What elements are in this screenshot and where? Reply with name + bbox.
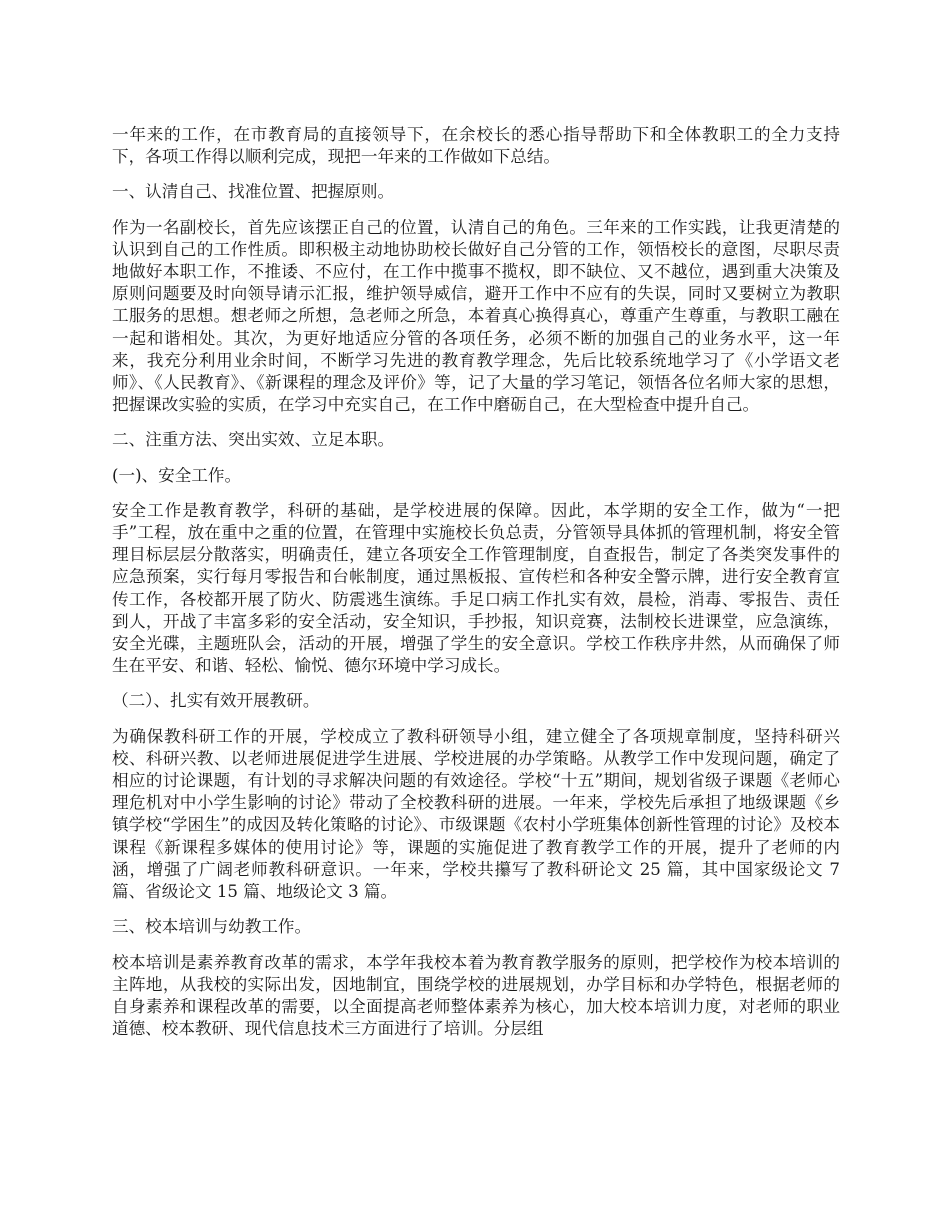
section-1-paragraph: 作为一名副校长，首先应该摆正自己的位置，认清自己的角色。三年来的工作实践，让我更清楚的认识到自己的工作性质。即积极主动地协助校长做好自己分管的工作，领悟校长的意图，尽职尽责地做好本职工作，不推诿、不应付，在工作中揽事不揽权，即不缺位、又不越位，遇到重大决策及原则问题要及时向领导请示汇报，维护领导威信，避开工作中不应有的失误，同时又要树立为教职工服务的思想。想老师之所想，急老师之所急，本着真心换得真心，尊重产生尊重，与教职工融在一起和谐相处。其次，为更好地适应分管的各项任务，必须不断的加强自己的业务水平，这一年来，我充分利用业余时间，不断学习先进的教育教学理念，先后比较系统地学习了《小学语文老师》、《人民教育》、《新课程的理念及评价》等，记了大量的学习笔记，领悟各位名师大家的思想，把握课改实验的实质，在学习中充实自己，在工作中磨砺自己，在大型检查中提升自己。 xyxy=(112,217,840,415)
research-paragraph: 为确保教科研工作的开展，学校成立了教科研领导小组，建立健全了各项规章制度，坚持科研兴校、科研兴教、以老师进展促进学生进展、学校进展的办学策略。从教学工作中发现问题，确定了相应的讨论课题，有计划的寻求解决问题的有效途径。学校“十五”期间，规划省级子课题《老师心理危机对中小学生影响的讨论》带动了全校教科研的进展。一年来，学校先后承担了地级课题《乡镇学校“学困生”的成因及转化策略的讨论》、市级课题《农村小学班集体创新性管理的讨论》及校本课程《新课程多媒体的使用讨论》等，课题的实施促进了教育教学工作的开展，提升了老师的内涵，增强了广阔老师教科研意识。一年来，学校共攥写了教科研论文 25 篇，其中国家级论文 7 篇、省级论文 15 篇、地级论文 3 篇。 xyxy=(112,726,840,902)
subsection-heading-research: （二）、扎实有效开展教研。 xyxy=(112,691,320,711)
section-heading-3: 三、校本培训与幼教工作。 xyxy=(112,917,312,937)
safety-paragraph: 安全工作是教育教学，科研的基础，是学校进展的保障。因此，本学期的安全工作，做为“一把手”工程，放在重中之重的位置，在管理中实施校长负总责，分管领导具体抓的管理机制，将安全管理目标层层分散落实，明确责任，建立各项安全工作管理制度，自查报告，制定了各类突发事件的应急预案，实行每月零报告和台帐制度，通过黑板报、宣传栏和各种安全警示牌，进行安全教育宣传工作，各校都开展了防火、防震逃生演练。手足口病工作扎实有效，晨检，消毒、零报告、责任到人，开战了丰富多彩的安全活动，安全知识，手抄报，知识竞赛，法制校长进课堂，应急演练，安全光碟，主题班队会，活动的开展，增强了学生的安全意识。学校工作秩序井然，从而确保了师生在平安、和谐、轻松、愉悦、德尔环境中学习成长。 xyxy=(112,500,840,676)
section-heading-1: 一、认清自己、找准位置、把握原则。 xyxy=(112,182,395,202)
section-heading-2: 二、注重方法、突出实效、立足本职。 xyxy=(112,430,395,450)
intro-paragraph: 一年来的工作，在市教育局的直接领导下，在余校长的悉心指导帮助下和全体教职工的全力支持下，各项工作得以顺利完成，现把一年来的工作做如下总结。 xyxy=(112,125,840,167)
document-page xyxy=(112,124,840,1053)
subsection-heading-safety: (一)、安全工作。 xyxy=(112,465,242,485)
training-paragraph: 校本培训是素养教育改革的需求，本学年我校本着为教育教学服务的原则，把学校作为校本培训的主阵地，从我校的实际出发，因地制宜，围绕学校的进展规划，办学目标和办学特色，根据老师的自身素养和课程改革的需要，以全面提高老师整体素养为核心，加大校本培训力度，对老师的职业道德、校本教研、现代信息技术三方面进行了培训。分层组 xyxy=(112,952,840,1039)
